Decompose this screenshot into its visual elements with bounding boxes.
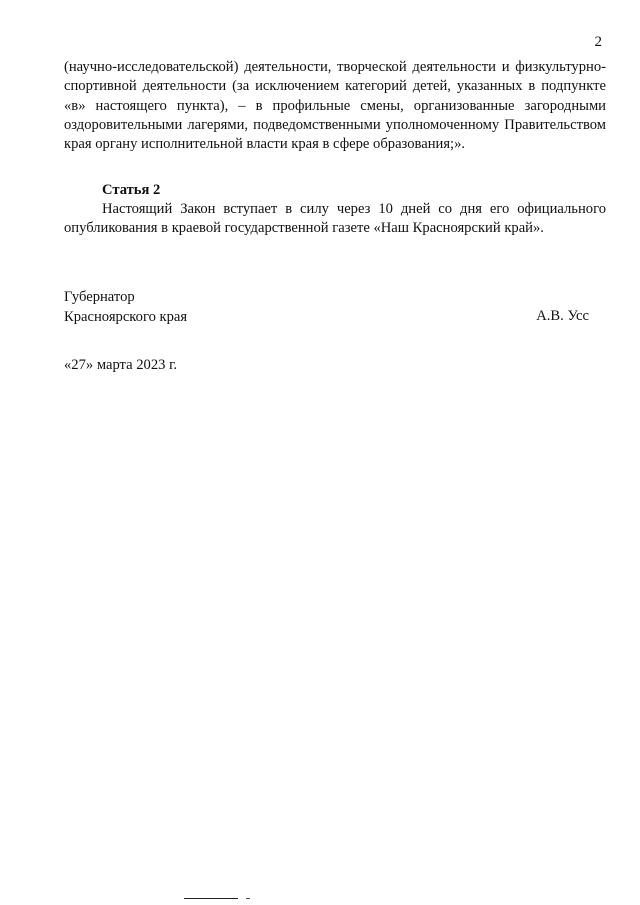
article-heading: Статья 2: [102, 182, 161, 198]
signature-name: А.В. Усс: [536, 308, 589, 324]
footer-mark: [246, 898, 250, 899]
signature-title-line1: Губернатор: [64, 289, 135, 305]
paragraph-article-1-end: (научно-исследовательской) деятельности, творческой деятельности и физкультурно-спортивной деятельности (за исключением категорий детей, указанных в подпункте «в» настоящего пункта), – в профильные смены, организованные загородными оздоровительными лагерями, подведомственными уполномоченному Правительством края органу исполнительной власти края в сфере образования;».: [64, 59, 606, 153]
page-number: 2: [594, 34, 602, 50]
footer-line: [184, 898, 238, 899]
document-date: «27» марта 2023 г.: [64, 357, 178, 373]
paragraph-article-2: Настоящий Закон вступает в силу через 10 дней со дня его официального опубликования в краевой государственной газете «Наш Красноярский край».: [64, 201, 606, 237]
signature-title: [64, 288, 187, 327]
signature-title-line2: Красноярского края: [64, 308, 188, 325]
